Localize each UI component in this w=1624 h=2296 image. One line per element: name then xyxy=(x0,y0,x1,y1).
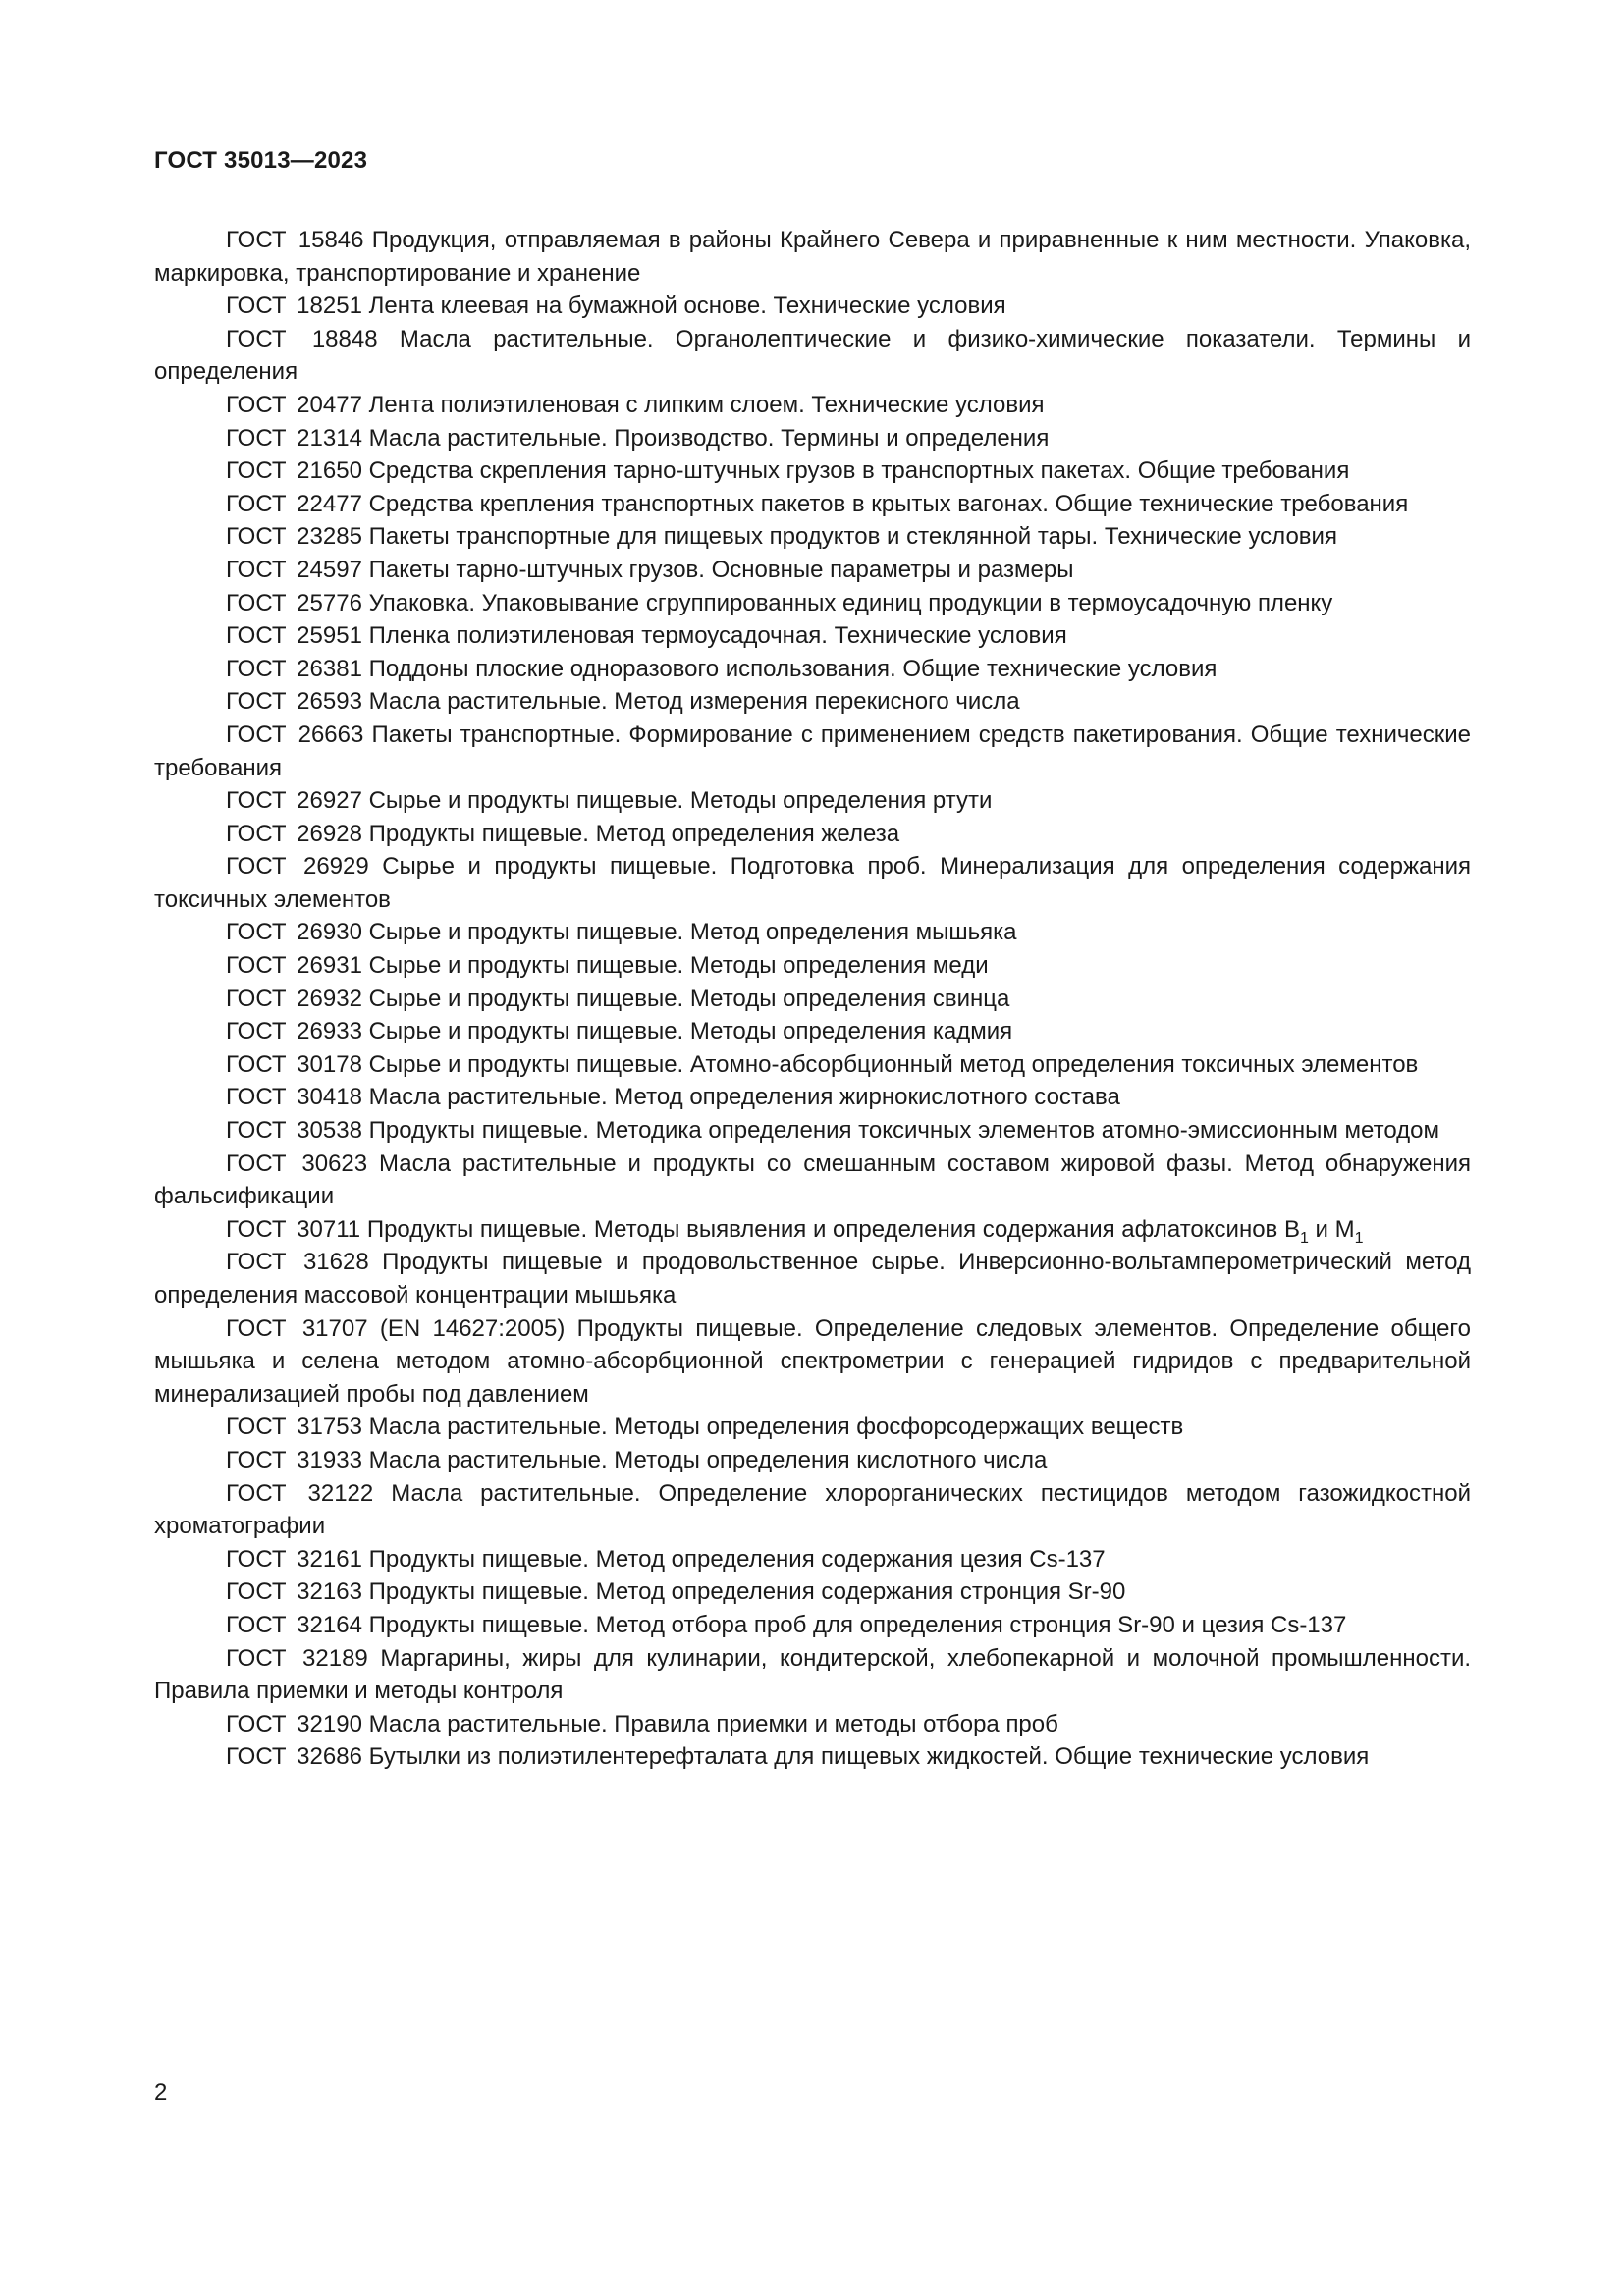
reference-item xyxy=(154,1312,1471,1412)
reference-code: ГОСТ 30623 xyxy=(226,1149,368,1177)
reference-item xyxy=(154,916,1471,949)
reference-title: Продукция, отправляемая в районы Крайнего Севера и приравненные к ним местности. Упаковка, маркировка, транспортирование и хранение xyxy=(154,227,1471,287)
reference-code: ГОСТ 21650 xyxy=(226,457,362,485)
reference-item xyxy=(154,1411,1471,1444)
reference-title: Масла растительные. Органолептические и физико-химические показатели. Термины и определения xyxy=(154,325,1471,386)
reference-item xyxy=(154,323,1471,389)
reference-code: ГОСТ 26928 xyxy=(226,820,362,847)
reference-item xyxy=(154,224,1471,290)
reference-title: Масла растительные. Производство. Термины и определения xyxy=(368,424,1050,452)
reference-title: Сырье и продукты пищевые. Атомно-абсорбционный метод определения токсичных элементов xyxy=(368,1050,1419,1078)
reference-code: ГОСТ 32163 xyxy=(226,1578,362,1606)
reference-code: ГОСТ 31933 xyxy=(226,1446,362,1473)
reference-code: ГОСТ 31628 xyxy=(226,1249,369,1276)
reference-title: Продукты пищевые. Метод определения содержания цезия Cs-137 xyxy=(368,1545,1106,1573)
reference-title: Пакеты транспортные. Формирование с применением средств пакетирования. Общие технические требования xyxy=(154,721,1472,781)
reference-item xyxy=(154,653,1471,686)
reference-item xyxy=(154,1609,1471,1642)
reference-code: ГОСТ 20477 xyxy=(226,391,362,418)
reference-code: ГОСТ 18848 xyxy=(226,325,378,352)
reference-title: Поддоны плоские одноразового использования. Общие технические условия xyxy=(368,655,1218,682)
reference-code: ГОСТ 32189 xyxy=(226,1644,368,1672)
reference-item xyxy=(154,454,1471,488)
reference-title: Продукты пищевые. Методы выявления и определения содержания афлатоксинов xyxy=(366,1215,1278,1243)
subscript: 1 xyxy=(1299,1229,1309,1247)
page-number: 2 xyxy=(154,2079,168,2106)
reference-title: Упаковка. Упаковывание сгруппированных единиц продукции в термоусадочную пленку xyxy=(368,589,1333,616)
reference-code: ГОСТ 15846 xyxy=(226,227,364,253)
reference-code: ГОСТ 24597 xyxy=(226,556,362,583)
reference-code: ГОСТ 32190 xyxy=(226,1710,362,1737)
reference-code: ГОСТ 31707 xyxy=(226,1314,368,1342)
reference-code: ГОСТ 32164 xyxy=(226,1611,362,1638)
reference-item xyxy=(154,1708,1471,1741)
normative-references-list xyxy=(154,224,1471,1774)
reference-title: Продукты пищевые и продовольственное сырье. Инверсионно-вольтамперометрический метод определения массовой концентрации мышьяка xyxy=(154,1249,1471,1308)
reference-item xyxy=(154,1477,1471,1543)
reference-title: Продукты пищевые. Метод определения железа xyxy=(368,820,900,847)
reference-title-mid: и M xyxy=(1308,1215,1355,1243)
reference-item xyxy=(154,1213,1471,1247)
reference-title: Маргарины, жиры для кулинарии, кондитерской, хлебопекарной и молочной промышленности. Правила приемки и методы контроля xyxy=(154,1644,1472,1705)
subscript: 1 xyxy=(1354,1229,1364,1247)
reference-code: ГОСТ 30711 xyxy=(226,1215,361,1243)
reference-code: ГОСТ 26593 xyxy=(226,688,362,716)
reference-code: ГОСТ 26929 xyxy=(226,853,369,881)
reference-code: ГОСТ 23285 xyxy=(226,523,362,551)
reference-title: Продукты пищевые. Методика определения токсичных элементов атомно-эмиссионным методом xyxy=(368,1117,1439,1145)
reference-code: ГОСТ 26381 xyxy=(226,655,362,682)
reference-item xyxy=(154,850,1471,916)
reference-code: ГОСТ 26663 xyxy=(226,721,364,748)
reference-item xyxy=(154,1642,1471,1708)
reference-item xyxy=(154,389,1471,422)
reference-code: ГОСТ 30178 xyxy=(226,1050,362,1078)
reference-item xyxy=(154,422,1471,455)
reference-item xyxy=(154,1575,1471,1609)
reference-title: Продукты пищевые. Метод отбора проб для определения стронция Sr-90 и цезия Cs-137 xyxy=(368,1611,1347,1638)
reference-item xyxy=(154,488,1471,521)
reference-item xyxy=(154,784,1471,818)
reference-item xyxy=(154,949,1471,983)
reference-code: ГОСТ 26933 xyxy=(226,1018,362,1045)
reference-code: ГОСТ 26932 xyxy=(226,985,362,1012)
reference-title: Сырье и продукты пищевые. Методы определения ртути xyxy=(368,787,993,815)
reference-title: Пакеты тарно-штучных грузов. Основные параметры и размеры xyxy=(368,556,1074,583)
reference-item xyxy=(154,983,1471,1016)
reference-item xyxy=(154,818,1471,851)
reference-code: ГОСТ 30538 xyxy=(226,1117,362,1145)
reference-code: ГОСТ 32122 xyxy=(226,1479,374,1507)
reference-code: ГОСТ 30418 xyxy=(226,1084,362,1111)
reference-item xyxy=(154,685,1471,719)
reference-title: Масла растительные. Методы определения кислотного числа xyxy=(368,1446,1048,1473)
reference-item xyxy=(154,587,1471,620)
reference-item xyxy=(154,1148,1471,1213)
reference-title-b: B xyxy=(1283,1215,1300,1243)
reference-title: Лента полиэтиленовая с липким слоем. Технические условия xyxy=(368,391,1045,418)
reference-title: Масла растительные. Метод определения жирнокислотного состава xyxy=(368,1084,1120,1111)
reference-title: Масла растительные и продукты со смешанным составом жировой фазы. Метод обнаружения фальсификации xyxy=(154,1149,1472,1210)
reference-title: Сырье и продукты пищевые. Методы определения меди xyxy=(368,952,989,980)
reference-item xyxy=(154,1543,1471,1576)
reference-title: Сырье и продукты пищевые. Методы определения свинца xyxy=(368,985,1010,1012)
reference-item xyxy=(154,1015,1471,1048)
reference-code: ГОСТ 32686 xyxy=(226,1743,362,1771)
reference-item xyxy=(154,1081,1471,1114)
reference-code: ГОСТ 32161 xyxy=(226,1545,362,1573)
reference-title: Масла растительные. Правила приемки и методы отбора проб xyxy=(368,1710,1058,1737)
reference-title: Масла растительные. Метод измерения перекисного числа xyxy=(368,688,1020,716)
reference-title: Пакеты транспортные для пищевых продуктов и стеклянной тары. Технические условия xyxy=(368,523,1337,551)
reference-title: Сырье и продукты пищевые. Методы определения кадмия xyxy=(368,1018,1013,1045)
reference-code: ГОСТ 26927 xyxy=(226,787,362,815)
reference-title: Бутылки из полиэтилентерефталата для пищевых жидкостей. Общие технические условия xyxy=(368,1743,1370,1771)
reference-title: Лента клеевая на бумажной основе. Технические условия xyxy=(368,293,1006,320)
reference-title: Пленка полиэтиленовая термоусадочная. Технические условия xyxy=(368,622,1067,650)
reference-item xyxy=(154,1740,1471,1774)
reference-item xyxy=(154,1246,1471,1311)
reference-item xyxy=(154,619,1471,653)
reference-item xyxy=(154,1444,1471,1477)
reference-title: Средства крепления транспортных пакетов в крытых вагонах. Общие технические требования xyxy=(368,490,1409,517)
reference-title: Продукты пищевые. Метод определения содержания стронция Sr-90 xyxy=(368,1578,1126,1606)
reference-item xyxy=(154,520,1471,554)
reference-item xyxy=(154,1048,1471,1082)
document-code-header: ГОСТ 35013—2023 xyxy=(154,147,368,174)
reference-code: ГОСТ 25951 xyxy=(226,622,362,650)
reference-item xyxy=(154,290,1471,323)
reference-code: ГОСТ 25776 xyxy=(226,589,362,616)
reference-code: ГОСТ 26931 xyxy=(226,952,362,980)
reference-title: Масла растительные. Определение хлорорганических пестицидов методом газожидкостной хроматографии xyxy=(154,1479,1471,1540)
reference-item xyxy=(154,554,1471,587)
reference-code: ГОСТ 18251 xyxy=(226,293,362,320)
reference-item xyxy=(154,1114,1471,1148)
reference-code: ГОСТ 21314 xyxy=(226,424,362,452)
reference-title: Сырье и продукты пищевые. Подготовка проб. Минерализация для определения содержания токсичных элементов xyxy=(154,853,1472,913)
reference-item xyxy=(154,719,1471,784)
reference-title: Средства скрепления тарно-штучных грузов в транспортных пакетах. Общие требования xyxy=(368,457,1350,485)
reference-code: ГОСТ 31753 xyxy=(226,1414,362,1441)
reference-code: ГОСТ 26930 xyxy=(226,919,362,946)
reference-code: ГОСТ 22477 xyxy=(226,490,362,517)
reference-title: Масла растительные. Методы определения фосфорсодержащих веществ xyxy=(368,1414,1184,1441)
reference-title: (EN 14627:2005) Продукты пищевые. Определение следовых элементов. Определение общего мышьяка и селена методом атомно-абсорбционной спектрометрии с генерацией гидридов с предварительной минерализацией пробы под давлением xyxy=(154,1314,1471,1408)
reference-title: Сырье и продукты пищевые. Метод определения мышьяка xyxy=(368,919,1017,946)
